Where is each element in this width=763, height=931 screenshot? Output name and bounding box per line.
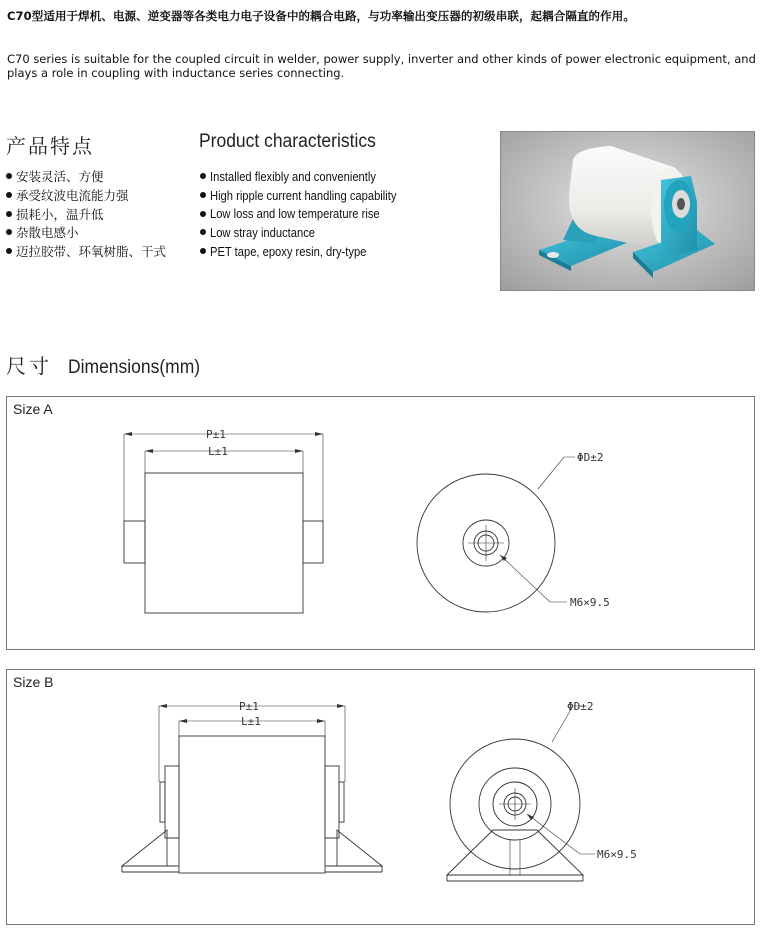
size-b-diameter-label: ΦD±2 [567, 700, 594, 713]
bullet-icon [200, 229, 206, 235]
list-item: High ripple current handling capability [200, 186, 427, 205]
size-b-panel [6, 669, 755, 925]
size-a-label: Size A [13, 401, 53, 417]
intro-chinese: C70型适用于焊机、电源、逆变器等各类电力电子设备中的耦合电路，与功率输出变压器的初级串联，起耦合隔直的作用。 [7, 9, 635, 23]
list-item: 迈拉胶带、环氧树脂、干式 [6, 242, 166, 261]
capacitor-render-image [501, 132, 755, 291]
bullet-icon [6, 192, 12, 198]
bullet-icon [6, 211, 12, 217]
size-a-panel [6, 396, 755, 650]
size-a-drawing [7, 397, 756, 651]
bullet-icon [6, 229, 12, 235]
size-b-drawing [7, 670, 756, 926]
list-item: 承受纹波电流能力强 [6, 186, 166, 205]
size-a-l-dimension: L±1 [208, 445, 228, 458]
list-item: 杂散电感小 [6, 223, 166, 242]
list-item: Low loss and low temperature rise [200, 204, 427, 223]
dimensions-title [6, 350, 212, 379]
list-item: PET tape, epoxy resin, dry-type [200, 242, 427, 261]
size-a-right-terminal [303, 521, 323, 563]
bullet-icon [6, 173, 12, 179]
dimensions-title-english: Dimensions(mm) [68, 357, 201, 378]
features-list-english [200, 167, 427, 260]
size-b-p-dimension: P±1 [239, 700, 259, 713]
bullet-icon [200, 192, 206, 198]
list-item: Low stray inductance [200, 223, 427, 242]
size-a-body-outline [145, 473, 303, 613]
bullet-icon [200, 173, 206, 179]
size-a-p-dimension: P±1 [206, 428, 226, 441]
size-b-l-dimension: L±1 [241, 715, 261, 728]
size-a-diameter-label: ΦD±2 [577, 451, 604, 464]
list-item: 损耗小，温升低 [6, 204, 166, 223]
bullet-icon [200, 211, 206, 217]
features-title-chinese: 产品特点 [6, 134, 94, 158]
intro-english: C70 series is suitable for the coupled circuit in welder, power supply, inverter and other kinds of power electronic equipment, and plays a role in coupling with inductance series connecting. [7, 52, 756, 80]
list-item: Installed flexibly and conveniently [200, 167, 427, 186]
product-photo [500, 131, 755, 291]
size-b-body-outline [179, 736, 325, 873]
features-title-english: Product characteristics [199, 131, 376, 152]
size-b-label: Size B [13, 674, 54, 690]
size-a-left-terminal [124, 521, 145, 563]
dimensions-title-chinese: 尺寸 [6, 354, 52, 378]
features-list-chinese [6, 167, 166, 260]
bullet-icon [200, 248, 206, 254]
size-a-thread-label: M6×9.5 [570, 596, 610, 609]
list-item: 安装灵活、方便 [6, 167, 166, 186]
bullet-icon [6, 248, 12, 254]
size-b-thread-label: M6×9.5 [597, 848, 637, 861]
